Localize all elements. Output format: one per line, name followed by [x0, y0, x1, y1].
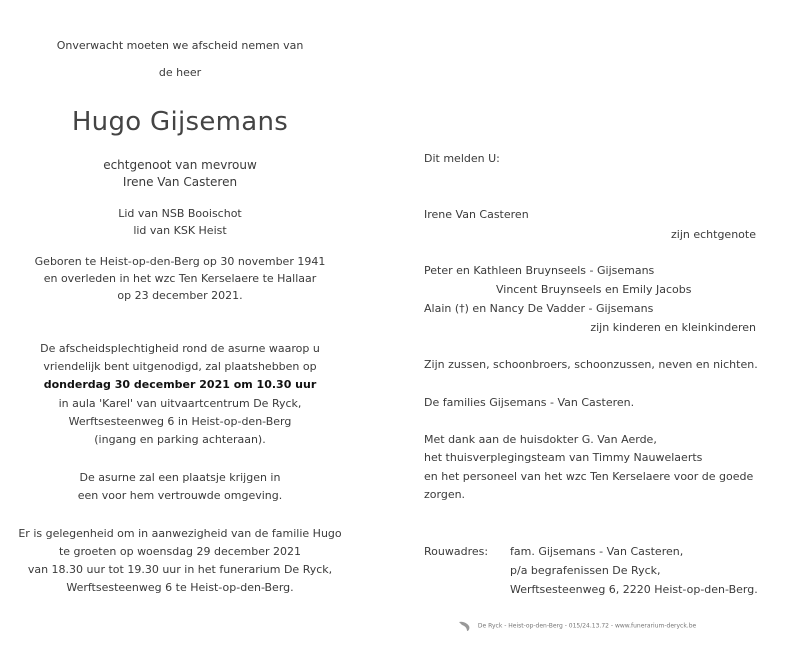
announce-text: Dit melden U:: [424, 152, 500, 165]
ceremony-date: donderdag 30 december 2021 om 10.30 uur: [43, 378, 317, 391]
address-label: Rouwadres:: [424, 545, 489, 558]
wife-name: Irene Van Casteren: [424, 208, 529, 221]
visit-line-3: van 18.30 uur tot 19.30 uur in het funerarium De Ryck,: [27, 563, 333, 576]
wife-role: zijn echtgenote: [671, 228, 756, 241]
membership-line-2: lid van KSK Heist: [133, 224, 227, 237]
spouse-line-2: Irene Van Casteren: [122, 175, 238, 189]
footer: [458, 620, 696, 632]
urn-line-2: een voor hem vertrouwde omgeving.: [77, 489, 283, 502]
address-line-3: Werftsesteenweg 6, 2220 Heist-op-den-Berg.: [510, 583, 758, 596]
families-line: De families Gijsemans - Van Casteren.: [424, 396, 635, 409]
intro-text: Onverwacht moeten we afscheid nemen van: [56, 39, 304, 52]
children-line-1: Peter en Kathleen Bruynseels - Gijsemans: [424, 264, 655, 277]
ceremony-line-6: (ingang en parking achteraan).: [94, 433, 266, 446]
urn-line-1: De asurne zal een plaatsje krijgen in: [79, 471, 281, 484]
children-line-2: Vincent Bruynseels en Emily Jacobs: [496, 283, 692, 296]
ceremony-line-2: vriendelijk bent uitgenodigd, zal plaatshebben op: [43, 360, 317, 373]
birth-line-2: en overleden in het wzc Ten Kerselaere te Hallaar: [43, 272, 317, 285]
children-role: zijn kinderen en kleinkinderen: [590, 321, 756, 334]
footer-text: De Ryck - Heist-op-den-Berg - 015/24.13.72 - www.funerarium-deryck.be: [477, 622, 697, 630]
visit-line-1: Er is gelegenheid om in aanwezigheid van de familie Hugo: [18, 527, 342, 540]
birth-line-1: Geboren te Heist-op-den-Berg op 30 november 1941: [34, 255, 326, 268]
address-line-2: p/a begrafenissen De Ryck,: [510, 564, 661, 577]
siblings-line: Zijn zussen, schoonbroers, schoonzussen, neven en nichten.: [424, 358, 758, 371]
deceased-name: Hugo Gijsemans: [71, 107, 289, 137]
children-line-3: Alain (†) en Nancy De Vadder - Gijsemans: [424, 302, 654, 315]
address-line-1: fam. Gijsemans - Van Casteren,: [510, 545, 684, 558]
title-text: de heer: [158, 66, 202, 79]
thanks-line-4: zorgen.: [424, 488, 466, 501]
thanks-line-2: het thuisverplegingsteam van Timmy Nauwelaerts: [424, 451, 703, 464]
spouse-line-1: echtgenoot van mevrouw: [103, 158, 257, 172]
visit-line-2: te groeten op woensdag 29 december 2021: [58, 545, 302, 558]
thanks-line-1: Met dank aan de huisdokter G. Van Aerde,: [424, 433, 657, 446]
visit-line-4: Werftsesteenweg 6 te Heist-op-den-Berg.: [66, 581, 294, 594]
ceremony-line-5: Werftsesteenweg 6 in Heist-op-den-Berg: [68, 415, 292, 428]
ceremony-line-4: in aula 'Karel' van uitvaartcentrum De Ryck,: [58, 397, 302, 410]
thanks-line-3: en het personeel van het wzc Ten Kerselaere voor de goede: [424, 470, 754, 483]
membership-line-1: Lid van NSB Booischot: [118, 207, 242, 220]
ceremony-line-1: De afscheidsplechtigheid rond de asurne waarop u: [40, 342, 320, 355]
birth-line-3: op 23 december 2021.: [117, 289, 243, 302]
dove-logo-icon: [458, 620, 472, 632]
